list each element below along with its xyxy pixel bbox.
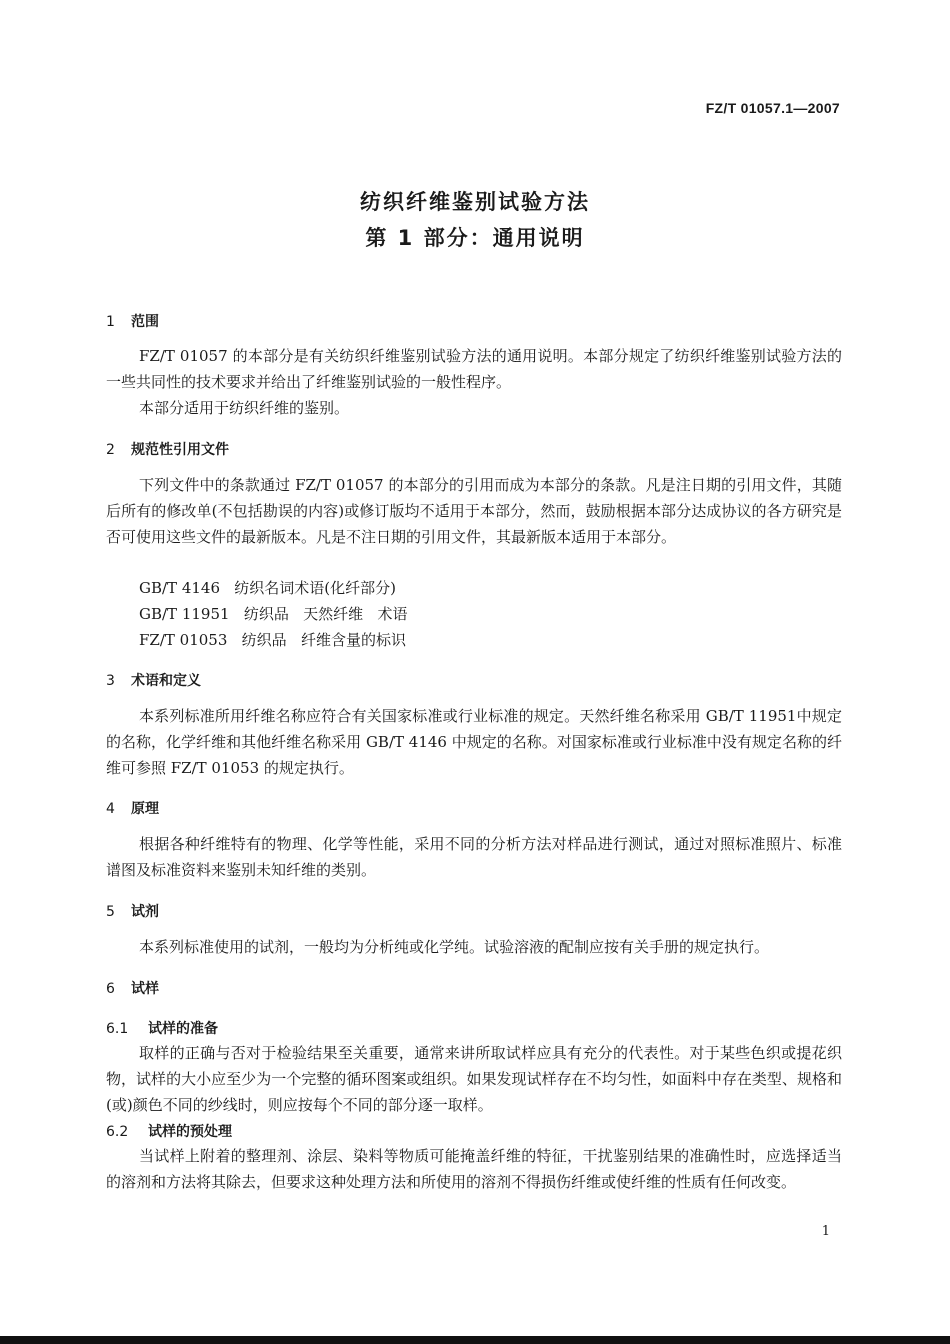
section-number: 6 xyxy=(106,981,115,997)
section-heading-4 xyxy=(106,798,159,818)
section-heading-3 xyxy=(106,670,201,690)
section-number: 1 xyxy=(106,314,115,330)
paragraph: 本系列标准使用的试剂，一般均为分析纯或化学纯。试验溶液的配制应按有关手册的规定执行。 xyxy=(139,938,770,956)
reference-item: GB/T 4146 纺织名词术语(化纤部分) xyxy=(139,579,397,597)
subsection-heading-6-2 xyxy=(106,1121,232,1141)
section-title: 试剂 xyxy=(131,904,159,920)
section-number: 5 xyxy=(106,904,115,920)
paragraph: 当试样上附着的整理剂、涂层、染料等物质可能掩盖纤维的特征，干扰鉴别结果的准确性时，应选择适当的溶剂和方法将其除去，但要求这种处理方法和所使用的溶剂不得损伤纤维或使纤维的性质有任何改变。 xyxy=(106,1147,842,1191)
section-number: 3 xyxy=(106,673,115,689)
section-number: 2 xyxy=(106,442,115,458)
document-subtitle: 第 1 部分：通用说明 xyxy=(365,226,585,250)
section-heading-1 xyxy=(106,311,159,331)
section-number: 4 xyxy=(106,801,115,817)
paragraph: 下列文件中的条款通过 FZ/T 01057 的本部分的引用而成为本部分的条款。凡是注日期的引用文件，其随后所有的修改单(不包括勘误的内容)或修订版均不适用于本部分，然而，鼓励根据本部分达成协议的各方研究是否可使用这些文件的最新版本。凡是不注日期的引用文件，其最新版本适用于本部分。 xyxy=(106,476,842,546)
subsection-title: 试样的预处理 xyxy=(148,1124,232,1140)
standard-code: FZ/T 01057.1—2007 xyxy=(705,100,840,116)
section-title: 术语和定义 xyxy=(131,673,201,689)
section-title: 原理 xyxy=(131,801,159,817)
section-title: 规范性引用文件 xyxy=(131,442,229,458)
paragraph: 取样的正确与否对于检验结果至关重要，通常来讲所取试样应具有充分的代表性。对于某些色织或提花织物，试样的大小应至少为一个完整的循环图案或组织。如果发现试样存在不均匀性，如面料中存在类型、规格和(或)颜色不同的纱线时，则应按每个不同的部分逐一取样。 xyxy=(106,1044,842,1114)
subsection-number: 6.1 xyxy=(106,1021,129,1037)
section-heading-6 xyxy=(106,978,159,998)
subsection-title: 试样的准备 xyxy=(148,1021,218,1037)
document-title: 纺织纤维鉴别试验方法 xyxy=(360,190,590,214)
section-heading-5 xyxy=(106,901,159,921)
section-title: 试样 xyxy=(131,981,159,997)
bottom-rule xyxy=(0,1336,950,1344)
section-heading-2 xyxy=(106,439,229,459)
subsection-heading-6-1 xyxy=(106,1018,218,1038)
paragraph: FZ/T 01057 的本部分是有关纺织纤维鉴别试验方法的通用说明。本部分规定了纺织纤维鉴别试验方法的一些共同性的技术要求并给出了纤维鉴别试验的一般性程序。 xyxy=(106,347,842,391)
paragraph: 本系列标准所用纤维名称应符合有关国家标准或行业标准的规定。天然纤维名称采用 GB/T 11951中规定的名称，化学纤维和其他纤维名称采用 GB/T 4146 中规定的名称。对国家标准或行业标准中没有规定名称的纤维可参照 FZ/T 01053 的规定执行。 xyxy=(106,707,842,777)
paragraph: 本部分适用于纺织纤维的鉴别。 xyxy=(139,399,350,417)
paragraph: 根据各种纤维特有的物理、化学等性能，采用不同的分析方法对样品进行测试，通过对照标准照片、标准谱图及标准资料来鉴别未知纤维的类别。 xyxy=(106,835,842,879)
subsection-number: 6.2 xyxy=(106,1124,129,1140)
page-number: 1 xyxy=(821,1224,830,1239)
section-title: 范围 xyxy=(131,314,159,330)
reference-item: FZ/T 01053 纺织品 纤维含量的标识 xyxy=(139,631,406,649)
reference-item: GB/T 11951 纺织品 天然纤维 术语 xyxy=(139,605,408,623)
